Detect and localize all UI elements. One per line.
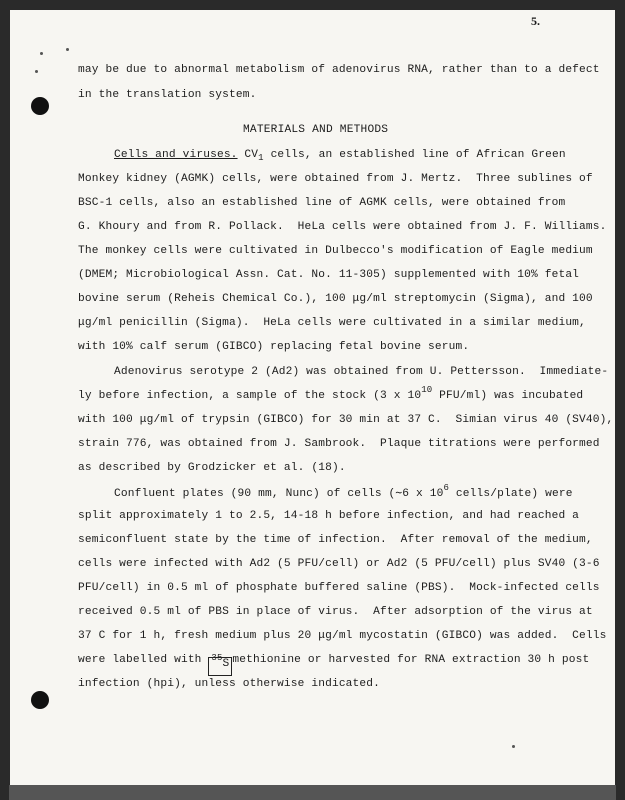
text-span: S <box>222 658 230 670</box>
subsection-title: Cells and viruses. <box>114 149 238 161</box>
text-line: in the translation system. <box>78 89 257 101</box>
text-line: μg/ml penicillin (Sigma). HeLa cells were cultivated in a similar medium, <box>78 317 586 329</box>
page-mark <box>40 52 43 55</box>
text-span: cells/plate) were <box>449 488 573 500</box>
page-mark <box>66 48 69 51</box>
text-line: (DMEM; Microbiological Assn. Cat. No. 11-305) supplemented with 10% fetal <box>78 269 580 281</box>
text-line: infection (hpi), unless otherwise indicated. <box>78 678 380 690</box>
text-line: semiconfluent state by the time of infection. After removal of the medium, <box>78 534 593 546</box>
page-mark <box>512 745 515 748</box>
text-span: cells, an established line of African Green <box>263 149 566 161</box>
superscript: 35 <box>211 653 223 663</box>
text-span: CV <box>237 149 259 161</box>
text-line: bovine serum (Reheis Chemical Co.), 100 μg/ml streptomycin (Sigma), and 100 <box>78 293 593 305</box>
page-edge <box>9 785 616 800</box>
text-line <box>114 149 566 161</box>
text-line: with 10% calf serum (GIBCO) replacing fetal bovine serum. <box>78 341 470 353</box>
text-line: 37 C for 1 h, fresh medium plus 20 μg/ml mycostatin (GIBCO) was added. Cells <box>78 630 607 642</box>
text-line: PFU/cell) in 0.5 ml of phosphate buffered saline (PBS). Mock-infected cells <box>78 582 600 594</box>
page-number: 5. <box>531 14 540 28</box>
text-span: PFU/ml) was incubated <box>432 390 584 402</box>
text-line <box>114 483 573 500</box>
binder-hole-bottom <box>31 691 49 709</box>
text-line: BSC-1 cells, also an established line of AGMK cells, were obtained from <box>78 197 566 209</box>
text-line: as described by Grodzicker et al. (18). <box>78 462 346 474</box>
section-heading: MATERIALS AND METHODS <box>243 124 389 136</box>
text-line: cells were infected with Ad2 (5 PFU/cell) or Ad2 (5 PFU/cell) plus SV40 (3-6 <box>78 558 600 570</box>
text-line: received 0.5 ml of PBS in place of virus. After adsorption of the virus at <box>78 606 593 618</box>
text-line: split approximately 1 to 2.5, 14-18 h before infection, and had reached a <box>78 510 580 522</box>
text-line: Adenovirus serotype 2 (Ad2) was obtained from U. Pettersson. Immediate- <box>114 366 609 378</box>
superscript: 6 <box>443 483 450 493</box>
subscript: 1 <box>258 153 264 163</box>
superscript: 10 <box>421 385 433 395</box>
text-span: Confluent plates (90 mm, Nunc) of cells (∼6 x 10 <box>114 488 444 500</box>
binder-hole-top <box>31 97 49 115</box>
text-span: ly before infection, a sample of the stock (3 x 10 <box>78 390 422 402</box>
text-line: with 100 μg/ml of trypsin (GIBCO) for 30 min at 37 C. Simian virus 40 (SV40), <box>78 414 614 426</box>
text-line: Monkey kidney (AGMK) cells, were obtained from J. Mertz. Three sublines of <box>78 173 593 185</box>
text-line: may be due to abnormal metabolism of adenovirus RNA, rather than to a defect <box>78 64 600 76</box>
text-line: G. Khoury and from R. Pollack. HeLa cells were obtained from J. F. Williams. <box>78 221 607 233</box>
isotope-bracket <box>208 653 232 676</box>
text-span: were labelled with <box>78 654 209 666</box>
text-line: strain 776, was obtained from J. Sambrook. Plaque titrations were performed <box>78 438 600 450</box>
page-mark <box>35 70 38 73</box>
text-line <box>78 385 584 402</box>
text-line: The monkey cells were cultivated in Dulbecco's modification of Eagle medium <box>78 245 593 257</box>
text-span: methionine or harvested for RNA extraction 30 h post <box>232 654 590 666</box>
text-line <box>78 654 589 676</box>
